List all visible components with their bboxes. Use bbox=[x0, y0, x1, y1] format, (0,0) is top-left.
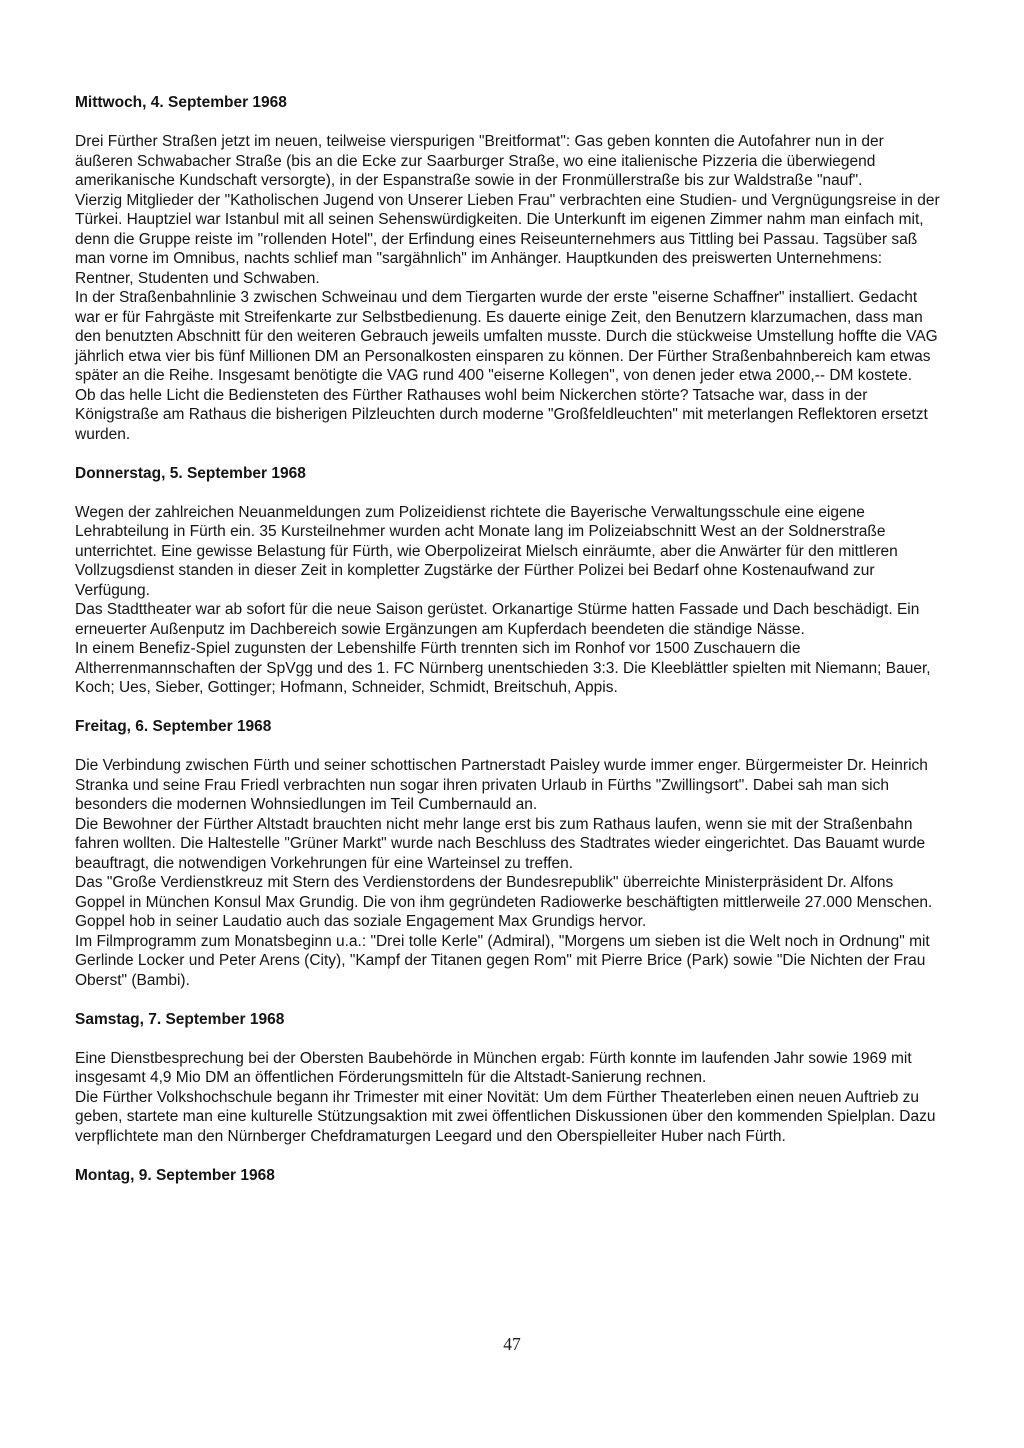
section-heading: Samstag, 7. September 1968 bbox=[75, 1010, 285, 1028]
paragraph: Drei Fürther Straßen jetzt im neuen, teilweise vierspurigen "Breitformat": Gas geben konnten die Autofahrer nun in der äußeren Schwabacher Straße (bis an die Ecke zur Saarburger Straße, wo eine italienische Pizzeria die überwiegend amerikanische Kundschaft versorgte), in der Espanstraße sowie in der Fronmüllerstraße bis zur Waldstraße "nauf". bbox=[75, 133, 884, 189]
paragraph: Die Fürther Volkshochschule begann ihr Trimester mit einer Novität: Um dem Fürther Theaterleben einen neuen Auftrieb zu geben, startete man eine kulturelle Stützungsaktion mit zwei öffentlichen Diskussionen über den kommenden Spielplan. Dazu verpflichtete man den Nürnberger Chefdramaturgen Leegard und den Oberspielleiter Huber nach Fürth. bbox=[75, 1088, 936, 1145]
chronicle-section bbox=[75, 1166, 941, 1186]
page-number: 47 bbox=[503, 1334, 521, 1354]
paragraph: In der Straßenbahnlinie 3 zwischen Schweinau und dem Tiergarten wurde der erste "eiserne Schaffner" installiert. Gedacht war er für Fahrgäste mit Streifenkarte zur Selbstbedienung. Es dauerte einige Zeit, den Benutzern klarzumachen, dass man den benutzten Abschnitt für den weiteren Gebrauch jeweils umfalten musste. Durch die stückweise Umstellung hoffte die VAG jährlich etwa vier bis fünf Millionen DM an Personalkosten einsparen zu können. Der Fürther Straßenbahnbereich kam etwas später an die Reihe. Insgesamt benötigte die VAG rund 400 "eiserne Kollegen", von denen jeder etwa 2000,-- DM kostete. bbox=[75, 289, 938, 384]
chronicle-section bbox=[75, 1010, 941, 1147]
paragraph: Im Filmprogramm zum Monatsbeginn u.a.: "Drei tolle Kerle" (Admiral), "Morgens um sieben ist die Welt noch in Ordnung" mit Gerlinde Locker und Peter Arens (City), "Kampf der Titanen gegen Rom" mit Pierre Brice (Park) sowie "Die Nichten der Frau Oberst" (Bambi). bbox=[75, 932, 930, 989]
paragraph: Die Bewohner der Fürther Altstadt brauchten nicht mehr lange erst bis zum Rathaus laufen, wenn sie mit der Straßenbahn fahren wollten. Die Haltestelle "Grüner Markt" wurde nach Beschluss des Stadtrates wieder eingerichtet. Das Bauamt wurde beauftragt, die notwendigen Vorkehrungen für eine Warteinsel zu treffen. bbox=[75, 815, 926, 872]
section-heading: Donnerstag, 5. September 1968 bbox=[75, 464, 306, 482]
paragraph: Eine Dienstbesprechung bei der Obersten Baubehörde in München ergab: Fürth konnte im laufenden Jahr sowie 1969 mit insgesamt 4,9 Mio DM an öffentlichen Förderungsmitteln für die Altstadt-Sanierung rechnen. bbox=[75, 1049, 912, 1086]
paragraph: Wegen der zahlreichen Neuanmeldungen zum Polizeidienst richtete die Bayerische Verwaltungsschule eine eigene Lehrabteilung in Fürth ein. 35 Kursteilnehmer wurden acht Monate lang im Polizeiabschnitt West an der Soldnerstraße unterrichtet. Eine gewisse Belastung für Fürth, wie Oberpolizeirat Mielsch einräumte, aber die Anwärter für den mittleren Vollzugsdienst standen in dieser Zeit in kompletter Zugstärke der Fürther Polizei bei Bedarf ohne Kostenaufwand zur Verfügung. bbox=[75, 503, 898, 599]
section-heading: Freitag, 6. September 1968 bbox=[75, 718, 272, 735]
paragraph: Vierzig Mitglieder der "Katholischen Jugend von Unserer Lieben Frau" verbrachten eine Studien- und Vergnügungsreise in der Türkei. Hauptziel war Istanbul mit all seinen Sehenswürdigkeiten. Die Unterkunft im eigenen Zimmer nahm man einfach mit, denn die Gruppe reiste im "rollenden Hotel", der Erfindung eines Reiseunternehmers aus Tittling bei Passau. Tagsüber saß man vorne im Omnibus, nachts schlief man "sargähnlich" im Anhänger. Hauptkunden des preiswerten Unternehmens: Rentner, Studenten und Schwaben. bbox=[75, 191, 940, 287]
document-content bbox=[75, 93, 941, 1205]
chronicle-section bbox=[75, 93, 941, 444]
paragraph: Das "Große Verdienstkreuz mit Stern des Verdienstordens der Bundesrepublik" überreichte Ministerpräsident Dr. Alfons Goppel in München Konsul Max Grundig. Die von ihm gegründeten Radiowerke beschäftigten mittlerweile 27.000 Menschen. Goppel hob in seiner Laudatio auch das soziale Engagement Max Grundigs hervor. bbox=[75, 874, 933, 930]
section-heading: Mittwoch, 4. September 1968 bbox=[75, 94, 287, 111]
chronicle-section bbox=[75, 464, 941, 698]
paragraph: Die Verbindung zwischen Fürth und seiner schottischen Partnerstadt Paisley wurde immer enger. Bürgermeister Dr. Heinrich Stranka und seine Frau Friedl verbrachten nun sogar ihren privaten Urlaub in Fürths "Zwillingsort". Dabei sah man sich besonders die modernen Wohnsiedlungen im Teil Cumbernauld an. bbox=[75, 757, 928, 813]
chronicle-section bbox=[75, 717, 941, 990]
paragraph: Ob das helle Licht die Bediensteten des Fürther Rathauses wohl beim Nickerchen störte? Tatsache war, dass in der Königstraße am Rathaus die bisherigen Pilzleuchten durch moderne "Großfeldleuchten" mit meterlangen Reflektoren ersetzt wurden. bbox=[75, 386, 928, 443]
section-heading: Montag, 9. September 1968 bbox=[75, 1166, 275, 1184]
paragraph: Das Stadttheater war ab sofort für die neue Saison gerüstet. Orkanartige Stürme hatten Fassade und Dach beschädigt. Ein erneuerter Außenputz im Dachbereich sowie Ergänzungen am Kupferdach beendeten die ständige Nässe. bbox=[75, 601, 920, 638]
paragraph: In einem Benefiz-Spiel zugunsten der Lebenshilfe Fürth trennten sich im Ronhof vor 1500 Zuschauern die Altherrenmannschaften der SpVgg und des 1. FC Nürnberg unentschieden 3:3. Die Kleeblättler spielten mit Niemann; Bauer, Koch; Ues, Sieber, Gottinger; Hofmann, Schneider, Schmidt, Breitschuh, Appis. bbox=[75, 640, 931, 696]
